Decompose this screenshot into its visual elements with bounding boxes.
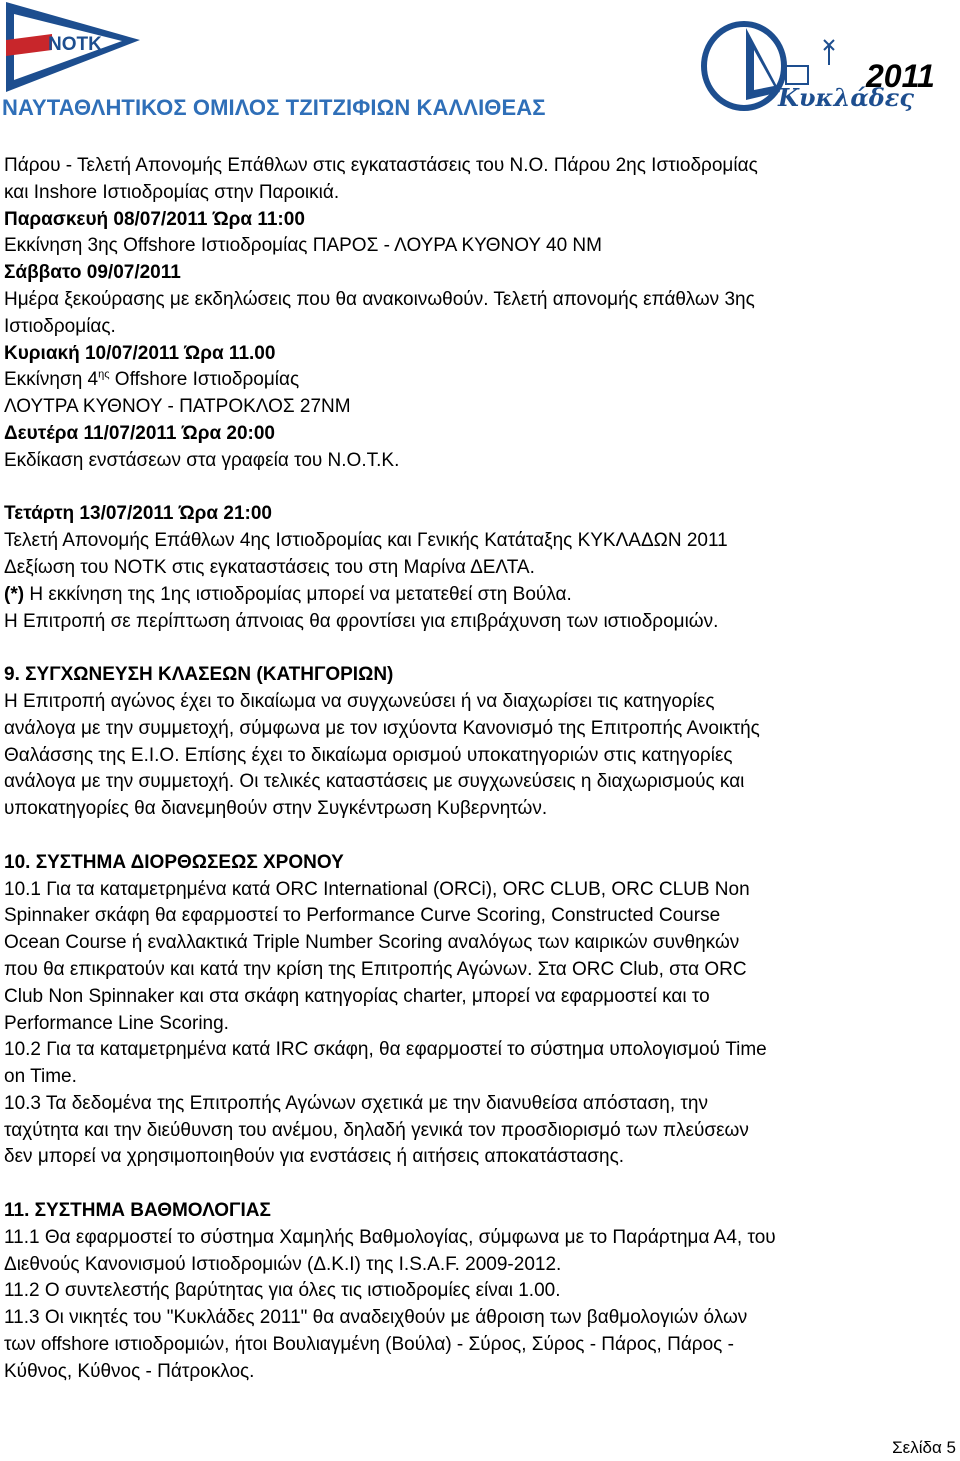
schedule-line bbox=[4, 367, 954, 394]
notk-logo bbox=[2, 0, 142, 95]
note-marker: (*) bbox=[4, 583, 25, 605]
schedule-line: Ημέρα ξεκούρασης με εκδηλώσεις που θα ανακοινωθούν. Τελετή απονομής επάθλων 3ης bbox=[4, 288, 755, 310]
schedule-note bbox=[4, 582, 954, 609]
schedule-line: Πάρου - Τελετή Απονομής Επάθλων στις εγκαταστάσεις του Ν.Ο. Πάρου 2ης Ιστιοδρομίας bbox=[4, 155, 758, 176]
section-line: on Time. bbox=[4, 1066, 77, 1088]
schedule-line: Δεξίωση του ΝΟΤΚ στις εγκαταστάσεις του στη Μαρίνα ΔΕΛΤΑ. bbox=[4, 556, 535, 578]
section-line: Διεθνούς Κανονισμού Ιστιοδρομιών (Δ.Κ.Ι) της I.S.A.F. 2009-2012. bbox=[4, 1253, 562, 1275]
schedule-date: Σάββατο 09/07/2011 bbox=[4, 262, 181, 284]
section-line: Club Non Spinnaker και στα σκάφη κατηγορίας charter, μπορεί να εφαρμοστεί και το bbox=[4, 985, 710, 1007]
section-line: Performance Line Scoring. bbox=[4, 1012, 229, 1034]
section-line: Spinnaker σκάφη θα εφαρμοστεί το Performance Curve Scoring, Constructed Course bbox=[4, 905, 721, 927]
section-line: ανάλογα με την συμμετοχή, σύμφωνα με τον ισχύοντα Κανονισμό της Επιτροπής Ανοικτής bbox=[4, 717, 760, 739]
section-line: που θα επικρατούν και κατά την κρίση της Επιτροπής Αγώνων. Στα ORC Club, στα ORC bbox=[4, 958, 747, 980]
section-line: 11.1 Θα εφαρμοστεί το σύστημα Χαμηλής Βαθμολογίας, σύμφωνα με το Παράρτημα Α4, του bbox=[4, 1226, 776, 1248]
logo-left-text: NOTK bbox=[48, 34, 102, 55]
page-number: Σελίδα 5 bbox=[892, 1438, 956, 1457]
section-line: ταχύτητα και την διεύθυνση του ανέμου, δηλαδή γενικά τον προσδιορισμό των πλεύσεων bbox=[4, 1119, 749, 1141]
section-line: Κύθνος, Κύθνος - Πάτροκλος. bbox=[4, 1360, 255, 1382]
section-line: των offshore ιστιοδρομιών, ήτοι Βουλιαγμένη (Βούλα) - Σύρος, Σύρος - Πάρος, Πάρος - bbox=[4, 1334, 734, 1356]
section-line: 11.2 Ο συντελεστής βαρύτητας για όλες τις ιστιοδρομίες είναι 1.00. bbox=[4, 1280, 561, 1302]
schedule-date: Παρασκευή 08/07/2011 Ώρα 11:00 bbox=[4, 208, 305, 230]
section-line: Ocean Course ή εναλλακτικά Triple Number Scoring αναλόγως των καιρικών συνθηκών bbox=[4, 932, 740, 954]
logo-year: 2011 bbox=[866, 58, 935, 94]
logo-house-icon bbox=[786, 66, 808, 84]
section-line: υποκατηγορίες θα διανεμηθούν στην Συγκέντρωση Κυβερνητών. bbox=[4, 798, 548, 820]
section-heading: 9. ΣΥΓΧΩΝΕΥΣΗ ΚΛΑΣΕΩΝ (ΚΑΤΗΓΟΡΙΩΝ) bbox=[4, 664, 394, 686]
section-line: Θαλάσσης της Ε.Ι.Ο. Επίσης έχει το δικαίωμα ορισμού υποκατηγοριών στις κατηγορίες bbox=[4, 744, 733, 766]
schedule-line: ΛΟΥΤΡΑ ΚΥΘΝΟΥ - ΠΑΤΡΟΚΛΟΣ 27ΝΜ bbox=[4, 396, 351, 418]
section-line: δεν μπορεί να χρησιμοποιηθούν για ενστάσεις ή αιτήσεις αποκατάστασης. bbox=[4, 1146, 625, 1168]
schedule-date: Τετάρτη 13/07/2011 Ώρα 21:00 bbox=[4, 503, 272, 525]
logo-windmill-icon bbox=[824, 40, 834, 65]
schedule-line: και Inshore Ιστιοδρομίας στην Παροικιά. bbox=[4, 181, 340, 203]
schedule-line: Ιστιοδρομίας. bbox=[4, 315, 116, 337]
schedule-text: Εκκίνηση 4 bbox=[4, 369, 99, 391]
schedule-line: Η Επιτροπή σε περίπτωση άπνοιας θα φροντίσει για επιβράχυνση των ιστιοδρομιών. bbox=[4, 610, 719, 632]
schedule-text: Offshore Ιστιοδρομίας bbox=[109, 369, 300, 391]
section-line: 11.3 Οι νικητές του "Κυκλάδες 2011" θα αναδειχθούν με άθροιση των βαθμολογιών όλων bbox=[4, 1307, 748, 1329]
schedule-line: Εκκίνηση 3ης Offshore Ιστιοδρομίας ΠΑΡΟΣ - ΛΟΥΡΑ ΚΥΘΝΟΥ 40 ΝΜ bbox=[4, 235, 602, 257]
schedule-date: Κυριακή 10/07/2011 Ώρα 11.00 bbox=[4, 342, 276, 364]
section-heading: 10. ΣΥΣΤΗΜΑ ΔΙΟΡΘΩΣΕΩΣ ΧΡΟΝΟΥ bbox=[4, 851, 344, 873]
document-body bbox=[4, 153, 954, 1386]
schedule-line: Εκδίκαση ενστάσεων στα γραφεία του Ν.Ο.Τ.Κ. bbox=[4, 449, 400, 471]
section-line: 10.1 Για τα καταμετρημένα κατά ORC International (ORCi), ORC CLUB, ORC CLUB Non bbox=[4, 878, 750, 900]
section-line: ανάλογα με την συμμετοχή. Οι τελικές καταστάσεις με συγχωνεύσεις η διαχωρισμούς και bbox=[4, 771, 745, 793]
logo-right-text: Κυκλάδες bbox=[778, 83, 915, 112]
logo-sail-small-icon bbox=[754, 50, 774, 90]
note-text: Η εκκίνηση της 1ης ιστιοδρομίας μπορεί να μετατεθεί στη Βούλα. bbox=[24, 583, 572, 605]
section-line: 10.2 Για τα καταμετρημένα κατά IRC σκάφη, θα εφαρμοστεί το σύστημα υπολογισμού Time bbox=[4, 1039, 767, 1061]
section-line: Η Επιτροπή αγώνος έχει το δικαίωμα να συγχωνεύσει ή να διαχωρίσει τις κατηγορίες bbox=[4, 690, 715, 712]
schedule-date: Δευτέρα 11/07/2011 Ώρα 20:00 bbox=[4, 422, 276, 444]
ordinal-suffix: ης bbox=[98, 369, 110, 382]
section-line: 10.3 Τα δεδομένα της Επιτροπής Αγώνων σχετικά με την διανυθείσα απόσταση, την bbox=[4, 1092, 708, 1114]
club-name: ΝΑΥΤΑΘΛΗΤΙΚΟΣ ΟΜΙΛΟΣ ΤΖΙΤΖΙΦΙΩΝ ΚΑΛΛΙΘΕΑΣ bbox=[2, 95, 546, 120]
section-heading: 11. ΣΥΣΤΗΜΑ ΒΑΘΜΟΛΟΓΙΑΣ bbox=[4, 1200, 271, 1222]
schedule-line: Τελετή Απονομής Επάθλων 4ης Ιστιοδρομίας και Γενικής Κατάταξης ΚΥΚΛΑΔΩΝ 2011 bbox=[4, 530, 728, 552]
